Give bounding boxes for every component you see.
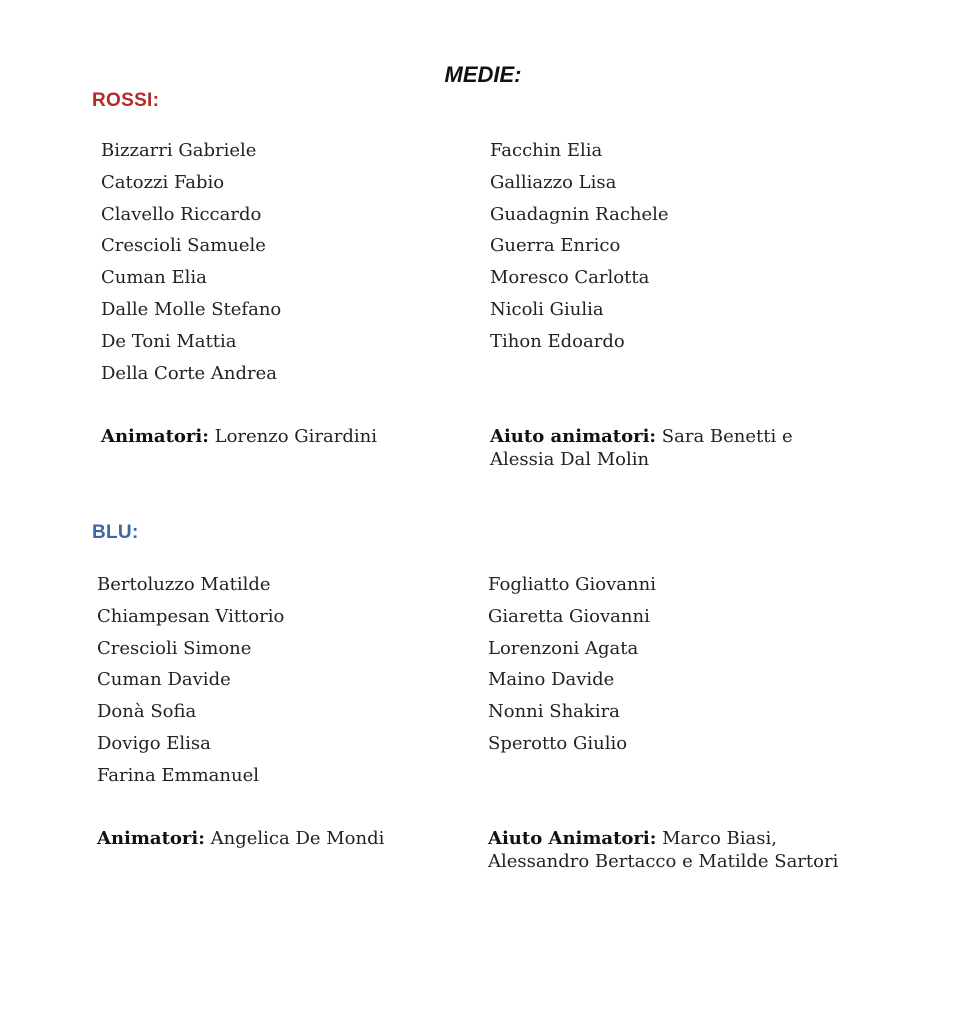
list-item: Galliazzo Lisa <box>490 171 617 193</box>
aiuto-animatori-names-line1: Marco Biasi, <box>662 828 777 849</box>
page-title: MEDIE: <box>444 62 522 87</box>
list-item: Maino Davide <box>488 669 615 691</box>
team-heading-blu: BLU: <box>92 522 139 543</box>
list-item: Nonni Shakira <box>488 701 620 723</box>
team-heading-rossi: ROSSI: <box>92 90 160 111</box>
list-item: Clavello Riccardo <box>101 203 262 225</box>
list-item: Farina Emmanuel <box>97 764 260 786</box>
list-item: Bizzarri Gabriele <box>101 140 257 161</box>
blu-right-list <box>488 569 656 760</box>
rossi-left-list <box>101 135 281 389</box>
animatori-label: Animatori: <box>101 426 209 447</box>
list-item: Chiampesan Vittorio <box>97 605 285 627</box>
aiuto-animatori-names-line2: Alessia Dal Molin <box>490 449 650 470</box>
blu-animatori <box>97 827 384 850</box>
list-item: Fogliatto Giovanni <box>488 574 656 595</box>
aiuto-animatori-label: Aiuto Animatori: <box>488 828 657 849</box>
blu-left-list <box>97 569 284 792</box>
list-item: Catozzi Fabio <box>101 171 225 193</box>
blu-aiuto-animatori <box>488 827 868 873</box>
list-item: Nicoli Giulia <box>490 298 604 320</box>
aiuto-animatori-label: Aiuto animatori: <box>490 426 657 447</box>
rossi-right-list <box>490 135 669 358</box>
list-item: Crescioli Samuele <box>101 235 266 257</box>
list-item: Dovigo Elisa <box>97 732 211 754</box>
animatori-names: Angelica De Mondi <box>210 828 385 849</box>
list-item: Crescioli Simone <box>97 637 252 659</box>
list-item: Lorenzoni Agata <box>488 637 639 659</box>
list-item: Bertoluzzo Matilde <box>97 574 271 595</box>
list-item: Giaretta Giovanni <box>488 605 650 627</box>
list-item: Cuman Elia <box>101 267 207 289</box>
list-item: Guadagnin Rachele <box>490 203 669 225</box>
rossi-animatori <box>101 425 377 448</box>
list-item: Moresco Carlotta <box>490 267 650 289</box>
list-item: De Toni Mattia <box>101 330 237 352</box>
animatori-names: Lorenzo Girardini <box>214 426 378 447</box>
rossi-aiuto-animatori <box>490 425 850 471</box>
list-item: Sperotto Giulio <box>488 732 628 754</box>
list-item: Dalle Molle Stefano <box>101 298 282 320</box>
aiuto-animatori-names-line2: Alessandro Bertacco e Matilde Sartori <box>488 851 839 872</box>
list-item: Cuman Davide <box>97 669 231 691</box>
list-item: Donà Sofia <box>97 701 197 723</box>
list-item: Tihon Edoardo <box>490 330 625 352</box>
list-item: Facchin Elia <box>490 140 603 161</box>
animatori-label: Animatori: <box>97 828 205 849</box>
list-item: Guerra Enrico <box>490 235 621 257</box>
aiuto-animatori-names-line1: Sara Benetti e <box>661 426 793 447</box>
list-item: Della Corte Andrea <box>101 362 277 384</box>
